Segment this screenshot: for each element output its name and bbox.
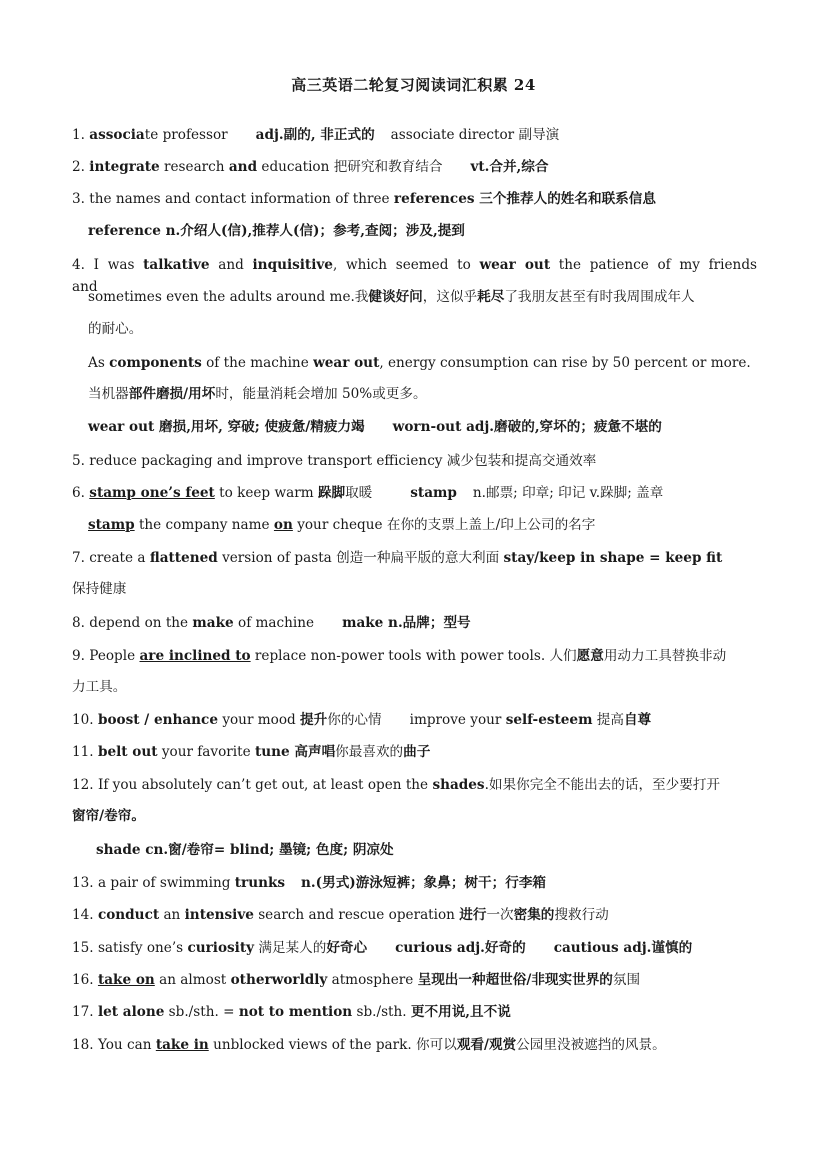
vocab-item-10: 10. boost / enhance your mood 提升你的心情 improve your self-esteem 提高自尊 (72, 712, 652, 728)
vocab-item-6: 6. stamp one’s feet to keep warm 跺脚取暖 stamp n.邮票; 印章; 印记 v.跺脚; 盖章 (72, 485, 664, 501)
vocab-item-8: 8. depend on the make of machine make n.品牌；型号 (72, 615, 471, 631)
vocab-item-3: 3. the names and contact information of three references 三个推荐人的姓名和联系信息 (72, 191, 656, 207)
document-title: 高三英语二轮复习阅读词汇积累 24 (291, 76, 536, 94)
vocab-item-17: 17. let alone sb./sth. = not to mention sb./sth. 更不用说,且不说 (72, 1004, 511, 1020)
vocab-item-4-translation: 当机器部件磨损/用坏时，能量消耗会增加 50%或更多。 (88, 386, 427, 402)
vocab-item-12: 12. If you absolutely can’t get out, at least open the shades.如果你完全不能出去的话，至少要打开 (72, 777, 721, 793)
vocab-item-15: 15. satisfy one’s curiosity 满足某人的好奇心 curious adj.好奇的 cautious adj.谨慎的 (72, 940, 693, 956)
vocab-item-4-note: wear out 磨损,用坏, 穿破; 使疲惫/精疲力竭 worn-out adj.磨破的,穿坏的；疲惫不堪的 (88, 419, 662, 435)
vocab-item-16: 16. take on an almost otherworldly atmosphere 呈现出一种超世俗/非现实世界的氛围 (72, 972, 641, 988)
vocab-item-5: 5. reduce packaging and improve transport efficiency 减少包装和提高交通效率 (72, 453, 597, 469)
vocab-item-4-example: As components of the machine wear out, energy consumption can rise by 50 percent or more. (88, 355, 751, 371)
vocab-item-1: 1. associate professor adj.副的, 非正式的 associate director 副导演 (72, 127, 560, 143)
vocab-item-9-line2: 力工具。 (72, 679, 127, 695)
vocab-item-11: 11. belt out your favorite tune 高声唱你最喜欢的曲子 (72, 744, 431, 760)
vocab-item-7-line2: 保持健康 (72, 581, 127, 597)
vocab-item-4-line3: 的耐心。 (88, 321, 143, 337)
vocab-item-14: 14. conduct an intensive search and rescue operation 进行一次密集的搜救行动 (72, 907, 609, 923)
vocab-item-12-line2: 窗帘/卷帘。 (72, 808, 145, 824)
vocab-item-7: 7. create a flattened version of pasta 创造一种扁平版的意大利面 stay/keep in shape = keep fit (72, 550, 723, 566)
vocab-item-3-note: reference n.介绍人(信),推荐人(信)；参考,查阅；涉及,提到 (88, 223, 465, 239)
vocab-item-13: 13. a pair of swimming trunks n.(男式)游泳短裤；象鼻；树干；行李箱 (72, 875, 547, 891)
vocab-item-6-example: stamp the company name on your cheque 在你的支票上盖上/印上公司的名字 (88, 517, 596, 533)
vocab-item-12-note: shade cn.窗/卷帘= blind; 墨镜; 色度; 阴凉处 (96, 842, 394, 858)
vocab-item-4-line2: sometimes even the adults around me.我健谈好问，这似乎耗尽了我朋友甚至有时我周围成年人 (88, 289, 695, 305)
vocab-item-2: 2. integrate research and education 把研究和教育结合 vt.合并,综合 (72, 159, 549, 175)
vocab-item-4: 4. I was talkative and inquisitive, which seemed to wear out the patience of my friends and (72, 257, 757, 295)
vocab-item-18: 18. You can take in unblocked views of the park. 你可以观看/观赏公园里没被遮挡的风景。 (72, 1037, 666, 1053)
vocab-item-9: 9. People are inclined to replace non-power tools with power tools. 人们愿意用动力工具替换非动 (72, 648, 727, 664)
